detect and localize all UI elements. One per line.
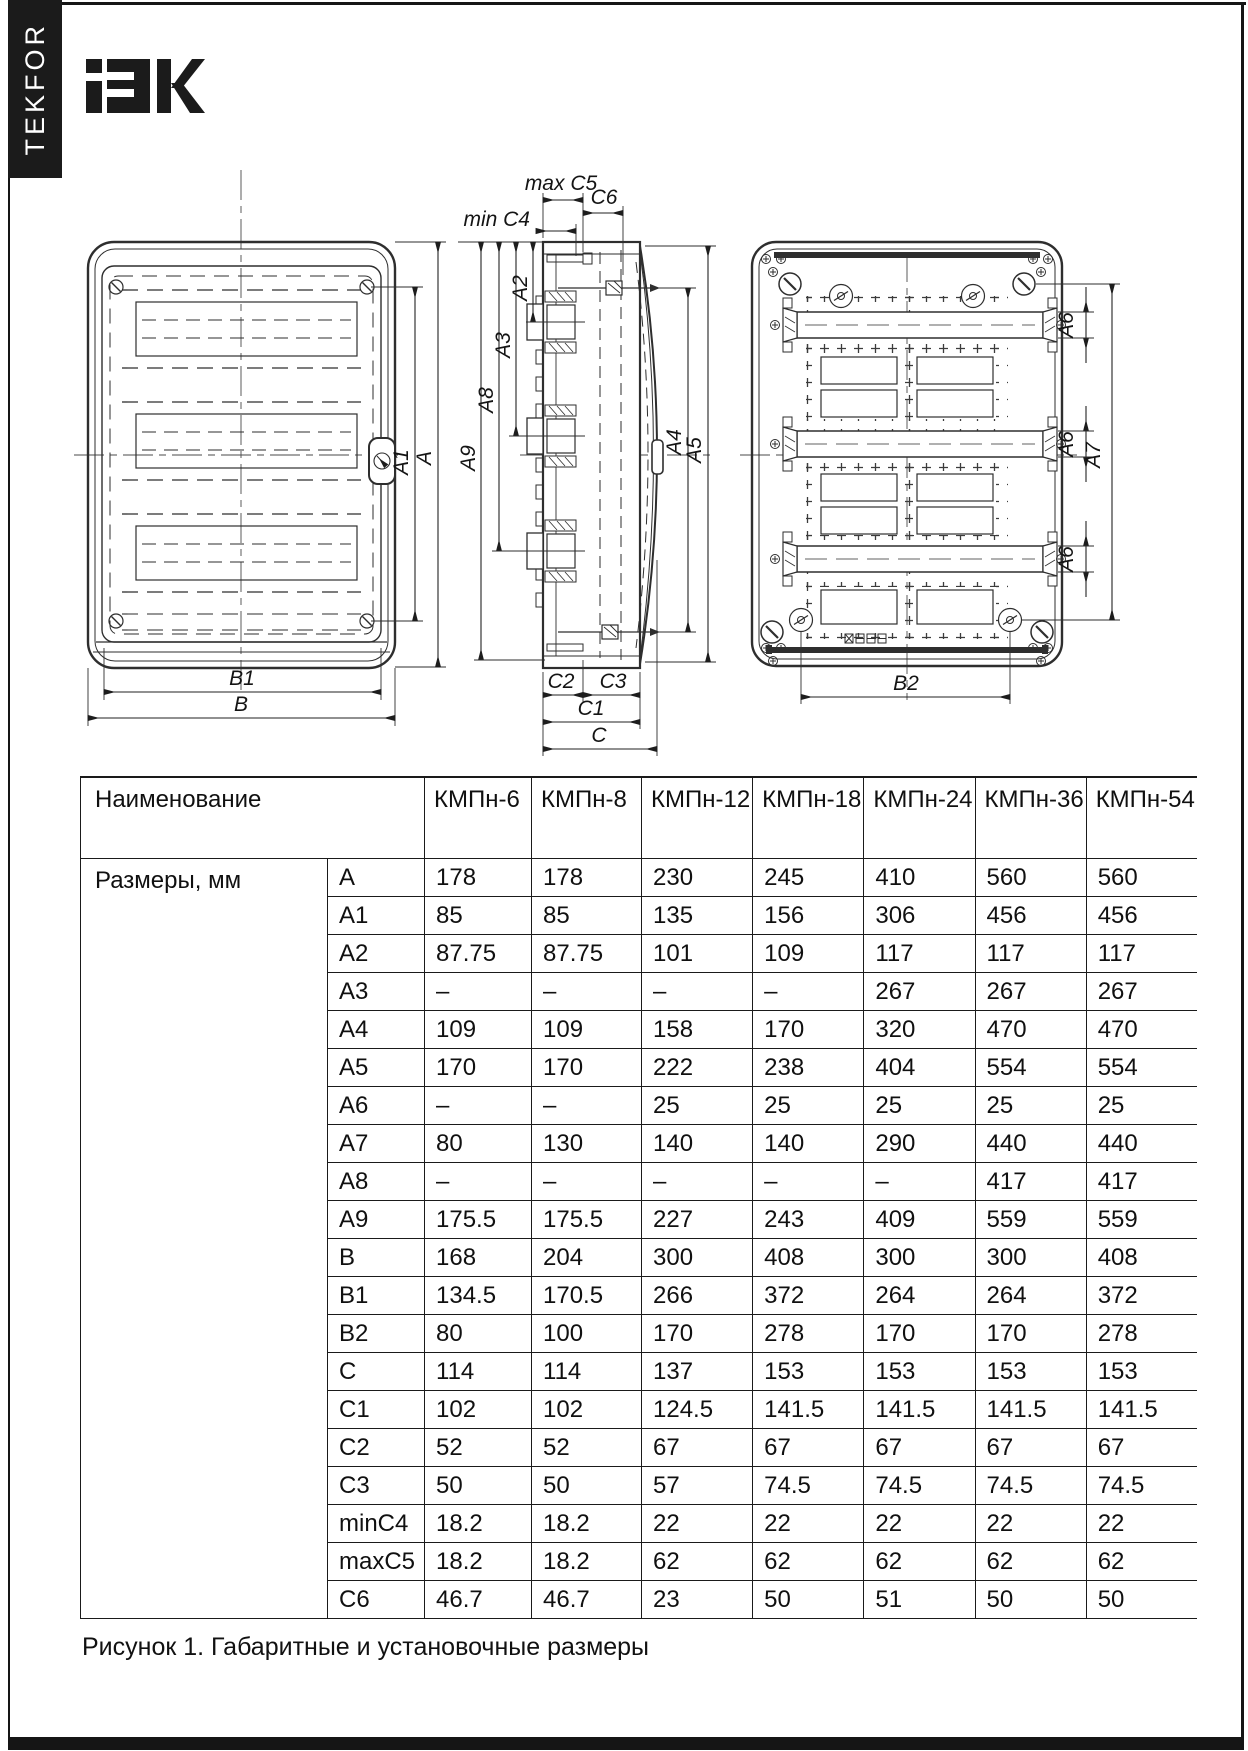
table-header-model-5: КМПн-24 [864, 777, 975, 859]
dim-value-cell: 137 [642, 1353, 753, 1391]
dimension-drawing [0, 0, 1248, 770]
dim-value-cell: 267 [1086, 973, 1197, 1011]
dim-value-cell: 168 [425, 1239, 532, 1277]
dim-value-cell: 456 [1086, 897, 1197, 935]
dimensions-tbody [81, 859, 1197, 1619]
dim-name-cell: C1 [328, 1391, 425, 1429]
dim-value-cell: – [864, 1163, 975, 1201]
dim-name-cell: A [328, 859, 425, 897]
dim-value-cell: 559 [975, 1201, 1086, 1239]
table-header-name: Наименование [81, 777, 425, 859]
dim-value-cell: 410 [864, 859, 975, 897]
dim-value-cell: 52 [425, 1429, 532, 1467]
dim-name-cell: A6 [328, 1087, 425, 1125]
dim-value-cell: 50 [532, 1467, 642, 1505]
dim-value-cell: 153 [753, 1353, 864, 1391]
dim-value-cell: 470 [1086, 1011, 1197, 1049]
dim-value-cell: 114 [425, 1353, 532, 1391]
dim-value-cell: 440 [975, 1125, 1086, 1163]
dim-label-c3: C3 [599, 670, 627, 693]
dim-value-cell: 124.5 [642, 1391, 753, 1429]
dim-value-cell: 372 [1086, 1277, 1197, 1315]
dim-value-cell: 204 [532, 1239, 642, 1277]
dim-label-a4: A4 [663, 429, 686, 455]
dim-value-cell: 170.5 [532, 1277, 642, 1315]
dim-value-cell: 102 [532, 1391, 642, 1429]
dim-value-cell: 158 [642, 1011, 753, 1049]
dim-value-cell: 153 [1086, 1353, 1197, 1391]
table-header-model-4: КМПн-18 [753, 777, 864, 859]
dim-value-cell: 102 [425, 1391, 532, 1429]
dim-name-cell: A8 [328, 1163, 425, 1201]
dim-value-cell: 25 [975, 1087, 1086, 1125]
table-header-model-7: КМПн-54 [1086, 777, 1197, 859]
dim-value-cell: 408 [753, 1239, 864, 1277]
dim-value-cell: 22 [864, 1505, 975, 1543]
brand-sidebar-label: TEKFOR [19, 22, 50, 156]
dim-value-cell: 87.75 [532, 935, 642, 973]
dim-value-cell: 170 [864, 1315, 975, 1353]
dim-value-cell: 46.7 [532, 1581, 642, 1619]
dim-value-cell: 456 [975, 897, 1086, 935]
dim-value-cell: 74.5 [864, 1467, 975, 1505]
dim-value-cell: 245 [753, 859, 864, 897]
dim-name-cell: minC4 [328, 1505, 425, 1543]
dim-value-cell: 100 [532, 1315, 642, 1353]
dim-value-cell: 178 [425, 859, 532, 897]
table-header-model-1: КМПн-6 [425, 777, 532, 859]
dim-value-cell: 306 [864, 897, 975, 935]
dim-name-cell: B2 [328, 1315, 425, 1353]
knockout-plus-marks [806, 296, 1008, 639]
dim-value-cell: 22 [1086, 1505, 1197, 1543]
dim-value-cell: 264 [975, 1277, 1086, 1315]
dim-value-cell: 22 [642, 1505, 753, 1543]
dim-value-cell: – [532, 1163, 642, 1201]
dim-value-cell: 266 [642, 1277, 753, 1315]
dim-value-cell: 554 [1086, 1049, 1197, 1087]
dim-value-cell: 243 [753, 1201, 864, 1239]
dim-value-cell: 50 [425, 1467, 532, 1505]
dim-label-a2: A2 [509, 275, 532, 301]
dim-value-cell: 267 [864, 973, 975, 1011]
dimensions-table [80, 776, 1197, 1619]
table-header-model-3: КМПн-12 [642, 777, 753, 859]
dim-label-min-c4: min C4 [463, 208, 530, 231]
dim-value-cell: – [532, 1087, 642, 1125]
dim-value-cell: 74.5 [753, 1467, 864, 1505]
dim-value-cell: 67 [1086, 1429, 1197, 1467]
dim-value-cell: 46.7 [425, 1581, 532, 1619]
dim-value-cell: 409 [864, 1201, 975, 1239]
dim-name-cell: A4 [328, 1011, 425, 1049]
dim-value-cell: 175.5 [425, 1201, 532, 1239]
dim-label-a6-bottom: A6 [1055, 546, 1078, 572]
dim-value-cell: 170 [975, 1315, 1086, 1353]
dim-value-cell: 109 [753, 935, 864, 973]
dim-value-cell: 141.5 [975, 1391, 1086, 1429]
dim-value-cell: 227 [642, 1201, 753, 1239]
table-header-model-6: КМПн-36 [975, 777, 1086, 859]
dim-value-cell: 300 [864, 1239, 975, 1277]
dim-value-cell: 140 [642, 1125, 753, 1163]
dim-value-cell: 25 [864, 1087, 975, 1125]
dim-value-cell: 62 [1086, 1543, 1197, 1581]
dim-name-cell: A7 [328, 1125, 425, 1163]
dim-value-cell: – [425, 1163, 532, 1201]
dim-value-cell: 18.2 [425, 1505, 532, 1543]
dim-value-cell: 67 [753, 1429, 864, 1467]
dim-label-a1: A1 [390, 449, 413, 475]
dim-label-b: B [233, 693, 249, 716]
dim-value-cell: 404 [864, 1049, 975, 1087]
dim-value-cell: 25 [642, 1087, 753, 1125]
back-view [740, 242, 1078, 700]
dim-value-cell: 170 [642, 1315, 753, 1353]
dim-label-a6-middle: A6 [1055, 431, 1078, 457]
front-view [74, 170, 406, 695]
dim-value-cell: 51 [864, 1581, 975, 1619]
dim-label-a5: A5 [683, 437, 706, 463]
dim-name-cell: B [328, 1239, 425, 1277]
dim-name-cell: maxC5 [328, 1543, 425, 1581]
dim-value-cell: 62 [753, 1543, 864, 1581]
dim-value-cell: 141.5 [753, 1391, 864, 1429]
dim-value-cell: 62 [975, 1543, 1086, 1581]
dim-value-cell: 22 [975, 1505, 1086, 1543]
dim-label-a7: A7 [1082, 442, 1105, 468]
dim-value-cell: – [753, 973, 864, 1011]
dim-value-cell: 153 [975, 1353, 1086, 1391]
dim-value-cell: 417 [975, 1163, 1086, 1201]
door-handle-side [652, 440, 663, 474]
dim-value-cell: 50 [1086, 1581, 1197, 1619]
table-row [81, 859, 1197, 897]
dim-value-cell: 50 [975, 1581, 1086, 1619]
dim-value-cell: 470 [975, 1011, 1086, 1049]
dim-value-cell: 440 [1086, 1125, 1197, 1163]
dim-label-a: A [413, 450, 436, 466]
table-header-row [81, 777, 1197, 859]
dim-value-cell: – [532, 973, 642, 1011]
dim-label-a3: A3 [492, 332, 515, 358]
dim-value-cell: 114 [532, 1353, 642, 1391]
dim-value-cell: 74.5 [1086, 1467, 1197, 1505]
dim-value-cell: 134.5 [425, 1277, 532, 1315]
dim-name-cell: B1 [328, 1277, 425, 1315]
dim-value-cell: 57 [642, 1467, 753, 1505]
dim-value-cell: 238 [753, 1049, 864, 1087]
dim-value-cell: 417 [1086, 1163, 1197, 1201]
dim-value-cell: – [425, 973, 532, 1011]
dim-value-cell: 559 [1086, 1201, 1197, 1239]
dim-value-cell: 85 [425, 897, 532, 935]
table-header-model-2: КМПн-8 [532, 777, 642, 859]
dim-value-cell: 18.2 [532, 1505, 642, 1543]
dim-value-cell: 267 [975, 973, 1086, 1011]
dim-value-cell: 300 [642, 1239, 753, 1277]
dim-name-cell: A1 [328, 897, 425, 935]
dim-value-cell: 18.2 [532, 1543, 642, 1581]
dim-value-cell: – [642, 973, 753, 1011]
dim-name-cell: A9 [328, 1201, 425, 1239]
dim-value-cell: 141.5 [1086, 1391, 1197, 1429]
dim-value-cell: 170 [425, 1049, 532, 1087]
dim-name-cell: A2 [328, 935, 425, 973]
dim-value-cell: 101 [642, 935, 753, 973]
dim-name-cell: A5 [328, 1049, 425, 1087]
dim-value-cell: 109 [532, 1011, 642, 1049]
dim-value-cell: 170 [753, 1011, 864, 1049]
dim-name-cell: C6 [328, 1581, 425, 1619]
dim-label-c6: C6 [590, 186, 618, 209]
dim-value-cell: 135 [642, 897, 753, 935]
dim-value-cell: 117 [1086, 935, 1197, 973]
dim-label-a8: A8 [475, 387, 498, 413]
dim-value-cell: 300 [975, 1239, 1086, 1277]
dim-value-cell: 80 [425, 1315, 532, 1353]
dim-value-cell: 554 [975, 1049, 1086, 1087]
dim-value-cell: 25 [753, 1087, 864, 1125]
dim-label-c2: C2 [547, 670, 575, 693]
dim-value-cell: 117 [975, 935, 1086, 973]
dim-value-cell: 50 [753, 1581, 864, 1619]
dim-value-cell: 62 [864, 1543, 975, 1581]
dim-value-cell: 560 [975, 859, 1086, 897]
dim-value-cell: 52 [532, 1429, 642, 1467]
dim-value-cell: 264 [864, 1277, 975, 1315]
dim-value-cell: 140 [753, 1125, 864, 1163]
figure-caption: Рисунок 1. Габаритные и установочные размеры [82, 1633, 650, 1661]
dim-value-cell: 67 [864, 1429, 975, 1467]
dim-value-cell: – [425, 1087, 532, 1125]
dim-label-b1: B1 [229, 667, 255, 690]
dim-value-cell: 85 [532, 897, 642, 935]
dim-value-cell: 153 [864, 1353, 975, 1391]
row-group-header: Размеры, мм [81, 859, 328, 1619]
dim-label-max-c5: max C5 [524, 172, 598, 195]
dim-value-cell: 67 [642, 1429, 753, 1467]
dim-value-cell: 62 [642, 1543, 753, 1581]
dim-label-c: C [591, 724, 607, 747]
dim-name-cell: A3 [328, 973, 425, 1011]
dim-name-cell: C3 [328, 1467, 425, 1505]
dim-label-a9: A9 [457, 445, 480, 471]
dim-value-cell: 175.5 [532, 1201, 642, 1239]
dim-value-cell: 130 [532, 1125, 642, 1163]
dim-value-cell: 222 [642, 1049, 753, 1087]
dim-value-cell: 117 [864, 935, 975, 973]
dim-label-b2: B2 [893, 672, 919, 695]
dim-value-cell: 67 [975, 1429, 1086, 1467]
dim-value-cell: 80 [425, 1125, 532, 1163]
dim-label-c1: C1 [577, 697, 605, 720]
dim-value-cell: – [642, 1163, 753, 1201]
dim-value-cell: 560 [1086, 859, 1197, 897]
dim-value-cell: 18.2 [425, 1543, 532, 1581]
dim-value-cell: 278 [1086, 1315, 1197, 1353]
dim-value-cell: 170 [532, 1049, 642, 1087]
dim-value-cell: 320 [864, 1011, 975, 1049]
dim-value-cell: 23 [642, 1581, 753, 1619]
dim-value-cell: 87.75 [425, 935, 532, 973]
dim-name-cell: C2 [328, 1429, 425, 1467]
dim-value-cell: 109 [425, 1011, 532, 1049]
dim-label-a6-top: A6 [1055, 312, 1078, 338]
dim-value-cell: 74.5 [975, 1467, 1086, 1505]
dim-value-cell: – [753, 1163, 864, 1201]
dim-value-cell: 372 [753, 1277, 864, 1315]
dim-name-cell: C [328, 1353, 425, 1391]
dim-value-cell: 178 [532, 859, 642, 897]
dim-value-cell: 22 [753, 1505, 864, 1543]
dim-value-cell: 25 [1086, 1087, 1197, 1125]
dim-value-cell: 278 [753, 1315, 864, 1353]
page-border-bottom [8, 1737, 1244, 1750]
dim-value-cell: 156 [753, 897, 864, 935]
dim-value-cell: 141.5 [864, 1391, 975, 1429]
dim-value-cell: 230 [642, 859, 753, 897]
dim-value-cell: 290 [864, 1125, 975, 1163]
dim-value-cell: 408 [1086, 1239, 1197, 1277]
